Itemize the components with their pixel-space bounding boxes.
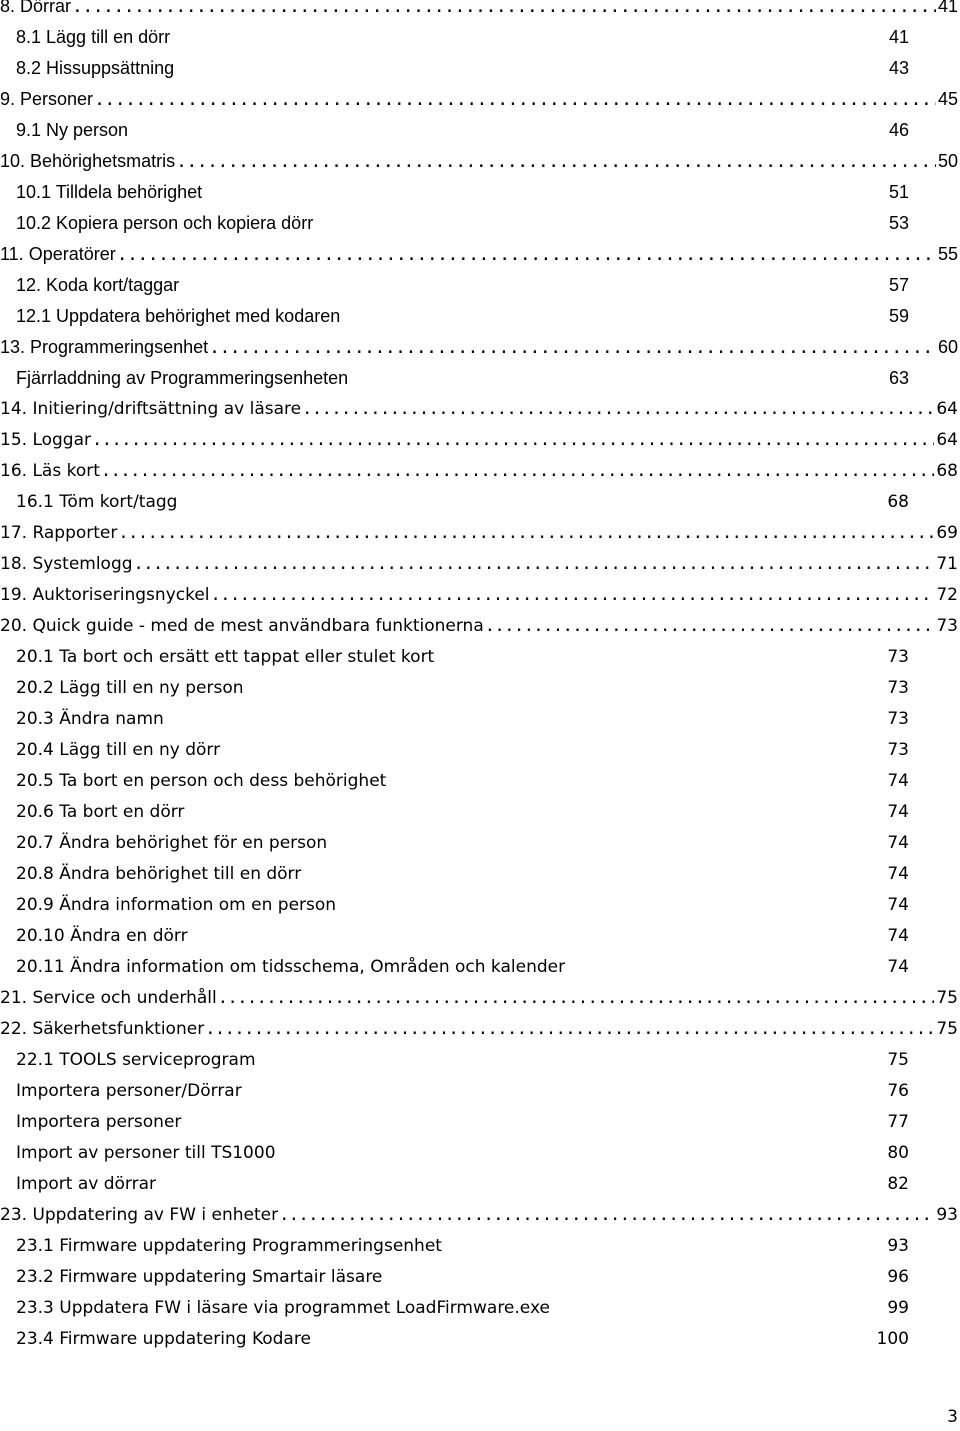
toc-entry-page: 69 bbox=[936, 523, 958, 543]
toc-entry-page: 80 bbox=[887, 1143, 909, 1163]
toc-entry[interactable] bbox=[16, 766, 909, 797]
toc-entry-page: 68 bbox=[936, 461, 958, 481]
toc-entry[interactable] bbox=[16, 22, 909, 53]
toc-entry[interactable] bbox=[16, 735, 909, 766]
toc-dot-leader bbox=[484, 611, 935, 642]
toc-entry-page: 41 bbox=[937, 0, 958, 16]
toc-entry-title: 11. Operatörer bbox=[0, 244, 116, 264]
toc-entry-page: 73 bbox=[887, 740, 909, 760]
toc-entry-title: 22. Säkerhetsfunktioner bbox=[0, 1019, 205, 1039]
toc-entry-title: 23.4 Firmware uppdatering Kodare bbox=[16, 1329, 311, 1349]
toc-entry-title: 17. Rapporter bbox=[0, 523, 118, 543]
toc-entry-title: 12.1 Uppdatera behörighet med kodaren bbox=[16, 306, 341, 326]
toc-entry-title: 8. Dörrar bbox=[0, 0, 72, 16]
page-number: 3 bbox=[947, 1407, 958, 1427]
toc-dot-leader bbox=[278, 1200, 934, 1231]
toc-entry[interactable] bbox=[16, 704, 909, 735]
toc-entry-title: 15. Loggar bbox=[0, 430, 92, 450]
toc-entry-title: 23.1 Firmware uppdatering Programmeringsenhet bbox=[16, 1236, 442, 1256]
toc-dot-leader bbox=[100, 456, 934, 487]
toc-dot-leader bbox=[204, 1014, 934, 1045]
toc-entry-title: 19. Auktoriseringsnyckel bbox=[0, 585, 210, 605]
toc-entry-page: 99 bbox=[887, 1298, 909, 1318]
toc-entry-page: 93 bbox=[887, 1236, 909, 1256]
toc-dot-leader bbox=[117, 518, 934, 549]
toc-entry-page: 93 bbox=[936, 1205, 958, 1225]
toc-entry-page: 74 bbox=[887, 926, 909, 946]
toc-entry-page: 96 bbox=[887, 1267, 909, 1287]
toc-entry-title: 20.6 Ta bort en dörr bbox=[16, 802, 185, 822]
toc-entry-title: 20.3 Ändra namn bbox=[16, 709, 164, 729]
toc-entry[interactable] bbox=[16, 115, 909, 146]
toc-entry[interactable] bbox=[16, 642, 909, 673]
toc-entry[interactable] bbox=[0, 0, 958, 22]
toc-entry-page: 43 bbox=[888, 58, 909, 78]
toc-dot-leader bbox=[93, 84, 936, 115]
toc-entry-page: 60 bbox=[937, 337, 958, 357]
toc-entry-title: 10.1 Tilldela behörighet bbox=[16, 182, 203, 202]
toc-entry-page: 73 bbox=[887, 647, 909, 667]
toc-entry[interactable] bbox=[16, 890, 909, 921]
toc-entry[interactable] bbox=[16, 1324, 909, 1355]
toc-entry-page: 55 bbox=[937, 244, 958, 264]
toc-entry[interactable] bbox=[0, 549, 958, 580]
toc-entry[interactable] bbox=[16, 301, 909, 332]
toc-entry-page: 64 bbox=[936, 430, 958, 450]
toc-entry[interactable] bbox=[0, 456, 958, 487]
toc-entry-title: 10. Behörighetsmatris bbox=[0, 151, 176, 171]
toc-entry-page: 73 bbox=[936, 616, 958, 636]
toc-dot-leader bbox=[217, 983, 935, 1014]
toc-entry[interactable] bbox=[16, 1107, 909, 1138]
toc-entry[interactable] bbox=[16, 53, 909, 84]
toc-entry-page: 59 bbox=[888, 306, 909, 326]
toc-dot-leader bbox=[301, 394, 934, 425]
toc-entry-title: 20.5 Ta bort en person och dess behörighet bbox=[16, 771, 387, 791]
toc-entry-page: 46 bbox=[888, 120, 909, 140]
toc-entry-page: 71 bbox=[936, 554, 958, 574]
toc-entry-page: 74 bbox=[887, 957, 909, 977]
toc-entry[interactable] bbox=[16, 177, 909, 208]
toc-entry[interactable] bbox=[16, 828, 909, 859]
toc-entry[interactable] bbox=[16, 208, 909, 239]
toc-entry-title: 21. Service och underhåll bbox=[0, 988, 217, 1008]
toc-dot-leader bbox=[133, 549, 935, 580]
toc-entry-page: 75 bbox=[887, 1050, 909, 1070]
toc-entry-title: 13. Programmeringsenhet bbox=[0, 337, 209, 357]
toc-entry[interactable] bbox=[16, 1138, 909, 1169]
toc-entry-page: 73 bbox=[887, 709, 909, 729]
toc-entry-page: 53 bbox=[888, 213, 909, 233]
toc-entry-page: 75 bbox=[936, 1019, 958, 1039]
toc-entry-page: 51 bbox=[888, 182, 909, 202]
toc-entry-title: 8.2 Hissuppsättning bbox=[16, 58, 175, 78]
toc-dot-leader bbox=[175, 146, 936, 177]
toc-entry-page: 63 bbox=[888, 368, 909, 388]
toc-entry-title: Fjärrladdning av Programmeringsenheten bbox=[16, 368, 349, 388]
toc-entry[interactable] bbox=[0, 611, 958, 642]
toc-entry-page: 74 bbox=[887, 802, 909, 822]
toc-entry-title: Importera personer/Dörrar bbox=[16, 1081, 242, 1101]
toc-entry-page: 100 bbox=[876, 1329, 909, 1349]
toc-entry[interactable] bbox=[16, 859, 909, 890]
toc-entry[interactable] bbox=[16, 270, 909, 301]
toc-entry-page: 45 bbox=[937, 89, 958, 109]
toc-entry-page: 82 bbox=[887, 1174, 909, 1194]
toc-entry-title: Import av dörrar bbox=[16, 1174, 156, 1194]
toc-entry[interactable] bbox=[0, 332, 958, 363]
toc-entry-title: 20.7 Ändra behörighet för en person bbox=[16, 833, 328, 853]
toc-entry-title: 9.1 Ny person bbox=[16, 120, 129, 140]
toc-entry[interactable] bbox=[16, 1076, 909, 1107]
toc-entry[interactable] bbox=[0, 580, 958, 611]
toc-entry[interactable] bbox=[16, 1293, 909, 1324]
toc-dot-leader bbox=[91, 425, 934, 456]
toc-entry-title: 20.11 Ändra information om tidsschema, Områden och kalender bbox=[16, 957, 566, 977]
toc-entry-page: 64 bbox=[936, 399, 958, 419]
toc-entry[interactable] bbox=[16, 797, 909, 828]
toc-entry-title: 16.1 Töm kort/tagg bbox=[16, 492, 178, 512]
toc-entry[interactable] bbox=[0, 518, 958, 549]
toc-entry-page: 74 bbox=[887, 771, 909, 791]
toc-entry-title: 20. Quick guide - med de mest användbara funktionerna bbox=[0, 616, 484, 636]
toc-entry-page: 73 bbox=[887, 678, 909, 698]
toc-entry-title: 20.1 Ta bort och ersätt ett tappat eller stulet kort bbox=[16, 647, 435, 667]
toc-entry-title: 23. Uppdatering av FW i enheter bbox=[0, 1205, 279, 1225]
toc-entry-page: 74 bbox=[887, 895, 909, 915]
toc-entry-page: 76 bbox=[887, 1081, 909, 1101]
toc-entry[interactable] bbox=[0, 983, 958, 1014]
toc-entry-page: 72 bbox=[936, 585, 958, 605]
toc-entry[interactable] bbox=[16, 363, 909, 394]
toc-entry[interactable] bbox=[16, 1045, 909, 1076]
toc-entry-page: 75 bbox=[936, 988, 958, 1008]
toc-entry-title: 20.9 Ändra information om en person bbox=[16, 895, 337, 915]
toc-entry-page: 77 bbox=[887, 1112, 909, 1132]
toc-entry[interactable] bbox=[16, 921, 909, 952]
toc-entry-title: 22.1 TOOLS serviceprogram bbox=[16, 1050, 256, 1070]
toc-dot-leader bbox=[210, 580, 935, 611]
toc-entry-page: 41 bbox=[888, 27, 909, 47]
toc-entry[interactable] bbox=[0, 1200, 958, 1231]
toc-dot-leader bbox=[71, 0, 936, 22]
toc-entry-title: 10.2 Kopiera person och kopiera dörr bbox=[16, 213, 314, 233]
toc-entry[interactable] bbox=[0, 425, 958, 456]
toc-entry-page: 50 bbox=[937, 151, 958, 171]
toc-entry-page: 74 bbox=[887, 833, 909, 853]
toc-entry[interactable] bbox=[0, 239, 958, 270]
toc-entry[interactable] bbox=[16, 952, 909, 983]
toc-entry[interactable] bbox=[0, 394, 958, 425]
toc-entry[interactable] bbox=[16, 1262, 909, 1293]
toc-entry[interactable] bbox=[16, 1169, 909, 1200]
toc-entry-title: Import av personer till TS1000 bbox=[16, 1143, 276, 1163]
toc-dot-leader bbox=[116, 239, 936, 270]
toc-entry-title: 14. Initiering/driftsättning av läsare bbox=[0, 399, 302, 419]
toc-entry-title: 12. Koda kort/taggar bbox=[16, 275, 180, 295]
toc-entry[interactable] bbox=[16, 1231, 909, 1262]
toc-entry-title: 20.10 Ändra en dörr bbox=[16, 926, 188, 946]
toc-entry-title: Importera personer bbox=[16, 1112, 182, 1132]
toc-dot-leader bbox=[208, 332, 936, 363]
toc-entry-title: 18. Systemlogg bbox=[0, 554, 133, 574]
toc-entry-title: 20.8 Ändra behörighet till en dörr bbox=[16, 864, 302, 884]
toc-entry-title: 23.2 Firmware uppdatering Smartair läsare bbox=[16, 1267, 383, 1287]
toc-entry[interactable] bbox=[16, 487, 909, 518]
toc-entry-page: 74 bbox=[887, 864, 909, 884]
toc-entry[interactable] bbox=[0, 146, 958, 177]
toc-entry-title: 16. Läs kort bbox=[0, 461, 100, 481]
toc-entry-title: 9. Personer bbox=[0, 89, 94, 109]
toc-entry[interactable] bbox=[16, 673, 909, 704]
toc-entry-title: 23.3 Uppdatera FW i läsare via programmet LoadFirmware.exe bbox=[16, 1298, 550, 1318]
toc-entry[interactable] bbox=[0, 84, 958, 115]
toc-entry-page: 68 bbox=[887, 492, 909, 512]
toc-entry-page: 57 bbox=[888, 275, 909, 295]
toc-entry-title: 20.4 Lägg till en ny dörr bbox=[16, 740, 221, 760]
toc-entry-title: 8.1 Lägg till en dörr bbox=[16, 27, 171, 47]
toc-entry-title: 20.2 Lägg till en ny person bbox=[16, 678, 244, 698]
toc-entry[interactable] bbox=[0, 1014, 958, 1045]
